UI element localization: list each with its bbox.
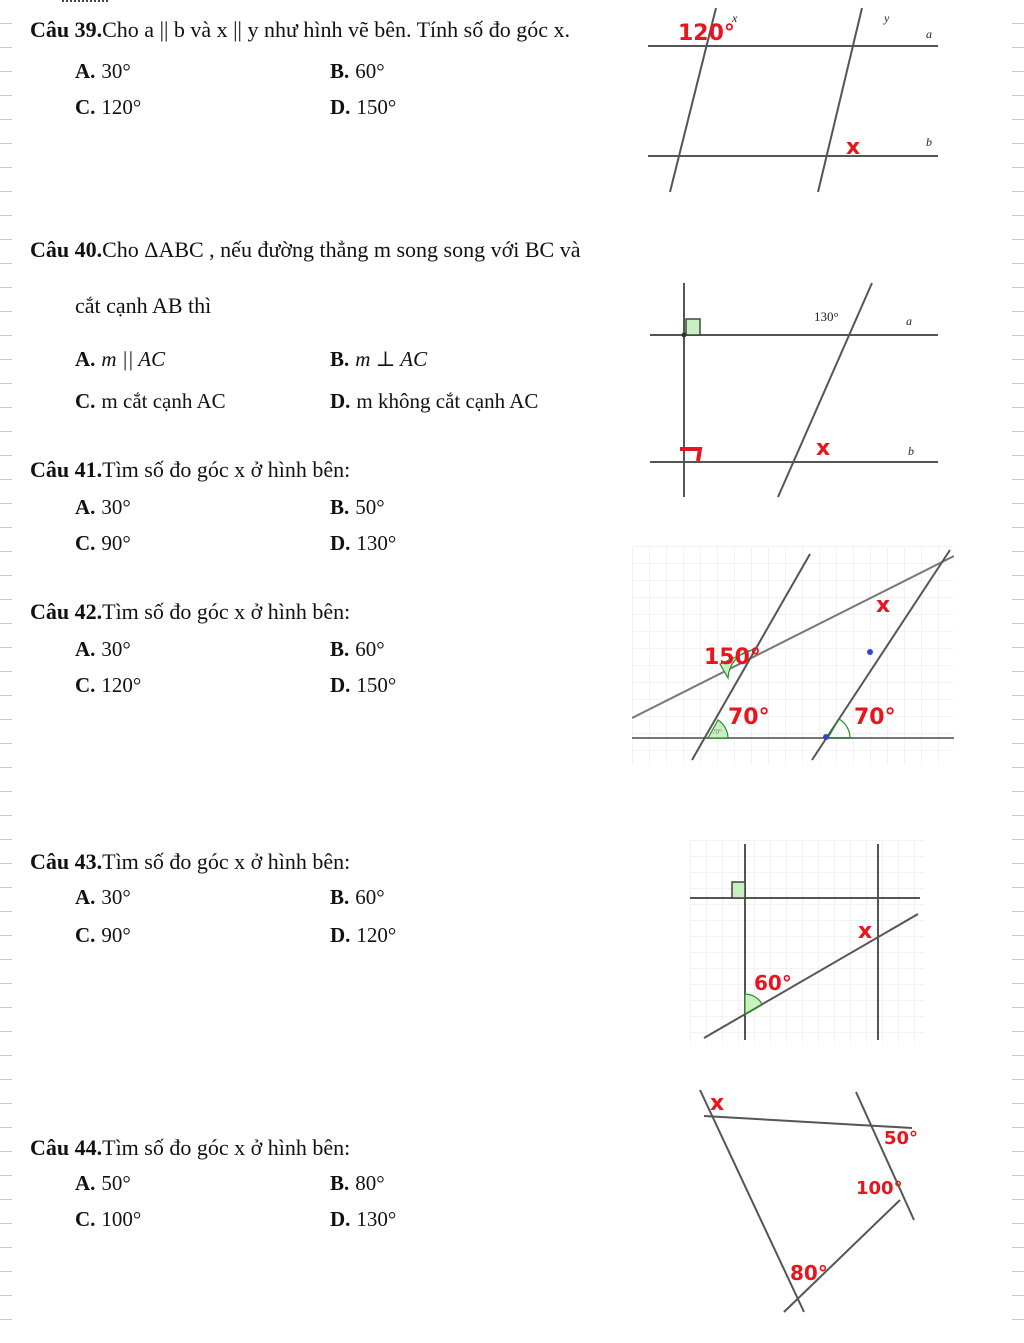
option-a[interactable]: A. 30° (75, 637, 131, 661)
line-label-x: x (732, 11, 738, 25)
angle-label-x: x (710, 1091, 725, 1116)
question-text: Tìm số đo góc x ở hình bên: (102, 457, 351, 482)
figure-42 (632, 546, 954, 764)
angle-label-120: 120° (678, 21, 735, 46)
angle-label-x: x (846, 135, 861, 160)
option-a[interactable]: A. 30° (75, 885, 131, 909)
option-b[interactable]: B. 50° (330, 495, 385, 519)
option-d[interactable]: D. 150° (330, 95, 397, 119)
page-left-rail (0, 0, 12, 1343)
option-b[interactable]: B. 60° (330, 59, 385, 83)
angle-label-70-right: 70° (854, 705, 896, 730)
angle-label-x: x (858, 919, 873, 944)
option-a[interactable]: A. 30° (75, 59, 131, 83)
line-label-y: y (884, 11, 890, 25)
angle-label-50: 50° (884, 1128, 919, 1149)
question-number: Câu 44. (30, 1135, 103, 1160)
figure-43 (690, 840, 924, 1044)
option-a[interactable]: A. 30° (75, 495, 131, 519)
question-text: Tìm số đo góc x ở hình bên: (102, 599, 351, 624)
question-number: Câu 39. (30, 17, 103, 42)
option-d[interactable]: D. 120° (330, 923, 397, 947)
angle-label-130: 130° (814, 309, 839, 324)
question-text: Cho a || b và x || y như hình vẽ bên. Tính số đo góc x. (102, 17, 570, 42)
tiny-angle-label: 70° (712, 728, 722, 736)
question-number: Câu 43. (30, 849, 103, 874)
line-label-a: a (906, 314, 912, 328)
option-a[interactable]: A. 50° (75, 1171, 131, 1195)
option-c[interactable]: C. 120° (75, 673, 142, 697)
figure-41 (640, 275, 950, 505)
question-42 (30, 598, 350, 626)
page-right-rail (1012, 0, 1024, 1343)
angle-label-60: 60° (754, 971, 792, 995)
line-label-a: a (926, 27, 932, 41)
question-text: Tìm số đo góc x ở hình bên: (102, 849, 351, 874)
option-d[interactable]: D. 150° (330, 673, 397, 697)
question-41 (30, 456, 350, 484)
angle-label-80: 80° (790, 1261, 828, 1285)
top-mark (62, 0, 108, 5)
option-a[interactable]: A. m || AC (75, 347, 166, 371)
question-43 (30, 848, 350, 876)
option-c[interactable]: C. m cắt cạnh AC (75, 389, 226, 413)
question-40-line2: cắt cạnh AB thì (75, 293, 212, 318)
question-text: Tìm số đo góc x ở hình bên: (102, 1135, 351, 1160)
angle-label-100: 100° (856, 1178, 903, 1199)
option-d[interactable]: D. 130° (330, 1207, 397, 1231)
question-number: Câu 40. (30, 237, 103, 262)
question-number: Câu 42. (30, 599, 103, 624)
line-label-b: b (908, 444, 914, 458)
figure-44 (690, 1080, 930, 1316)
option-b[interactable]: B. 60° (330, 637, 385, 661)
angle-label-70-left: 70° (728, 705, 770, 730)
option-c[interactable]: C. 90° (75, 923, 131, 947)
option-b[interactable]: B. 60° (330, 885, 385, 909)
angle-label-150: 150° (704, 645, 761, 670)
option-c[interactable]: C. 90° (75, 531, 131, 555)
figure-39 (640, 0, 950, 200)
question-number: Câu 41. (30, 457, 103, 482)
question-39 (30, 16, 570, 44)
option-c[interactable]: C. 120° (75, 95, 142, 119)
question-text: Cho ΔABC , nếu đường thẳng m song song với BC và (102, 237, 581, 262)
question-44 (30, 1134, 350, 1162)
option-d[interactable]: D. m không cắt cạnh AC (330, 389, 539, 413)
option-d[interactable]: D. 130° (330, 531, 397, 555)
option-c[interactable]: C. 100° (75, 1207, 142, 1231)
option-b[interactable]: B. m ⊥ AC (330, 347, 428, 371)
option-b[interactable]: B. 80° (330, 1171, 385, 1195)
angle-label-x: x (816, 436, 831, 461)
angle-label-x: x (876, 593, 891, 618)
question-40 (30, 236, 580, 264)
line-label-b: b (926, 135, 932, 149)
